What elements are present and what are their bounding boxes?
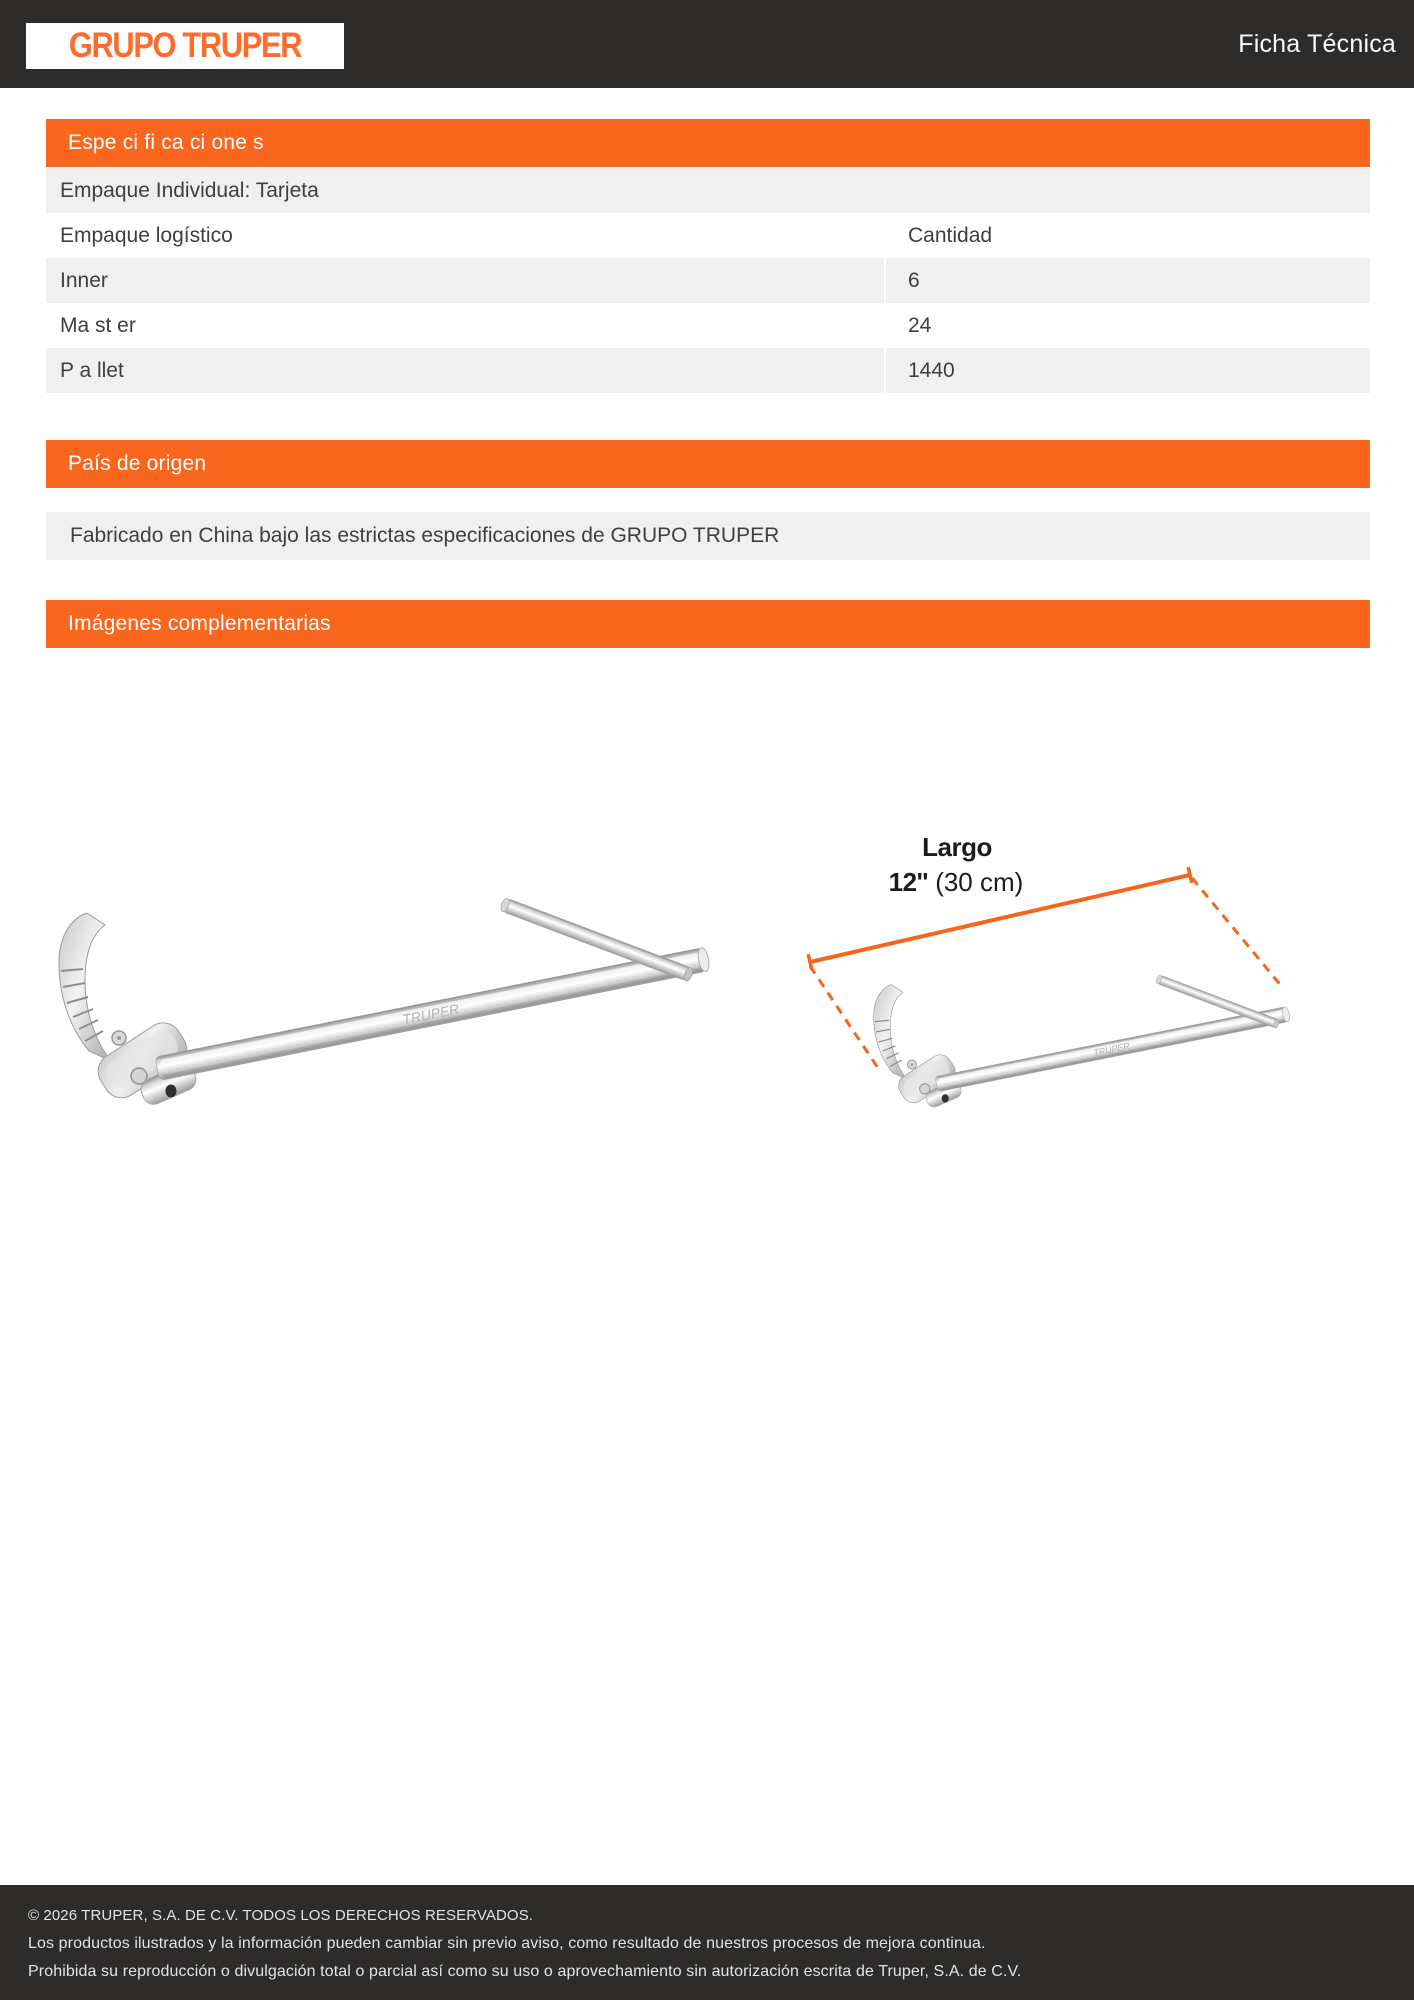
section-header-pais-de-origen: País de origen: [46, 440, 1370, 488]
table-row: [46, 303, 1370, 348]
row-value: 24: [908, 314, 932, 337]
footer: [0, 1885, 1414, 2000]
logo-text: GRUPO TRUPER: [68, 26, 302, 65]
origin-text: Fabricado en China bajo las estrictas especificaciones de GRUPO TRUPER: [46, 512, 1370, 560]
dimension-label: Largo: [922, 832, 992, 862]
brand-logo: [26, 23, 344, 69]
row-label: Empaque Individual: Tarjeta: [60, 179, 319, 202]
column-header-label: Empaque logístico: [60, 224, 233, 247]
section-header-imagenes-complementarias: Imágenes complementarias: [46, 600, 1370, 648]
section-header-especificaciones: Espe ci fi ca ci one s: [46, 119, 1370, 167]
table-header-row: [46, 213, 1370, 258]
column-header-value: Cantidad: [908, 224, 993, 247]
dimension-value: 12'' (30 cm): [888, 867, 1024, 897]
row-empaque-individual: [46, 168, 1370, 213]
footer-copyright: © 2026 TRUPER, S.A. DE C.V. TODOS LOS DERECHOS RESERVADOS.: [28, 1907, 534, 1924]
column-divider: [884, 348, 886, 393]
row-value: 6: [908, 269, 920, 292]
header-bar: [0, 0, 1414, 88]
complementary-images: TRUPER Largo 12'' (30 cm): [40, 820, 1380, 1140]
row-value: 1440: [908, 359, 955, 382]
row-label: P a llet: [60, 359, 124, 382]
row-label: Inner: [60, 269, 108, 292]
footer-disclaimer-1: Los productos ilustrados y la información pueden cambiar sin previo aviso, como resultado de nuestros procesos de mejora continua.: [28, 1935, 986, 1952]
row-label: Ma st er: [60, 314, 136, 337]
table-row: [46, 348, 1370, 393]
page-title: Ficha Técnica: [1238, 29, 1396, 58]
product-image-basin-wrench: [59, 897, 711, 1108]
column-divider: [884, 258, 886, 303]
product-image-basin-wrench-dimensioned: [874, 974, 1291, 1109]
table-row: [46, 258, 1370, 303]
footer-disclaimer-2: Prohibida su reproducción o divulgación total o parcial así como su uso o aprovechamiento sin autorización escrita de Truper, S.A. de C.V.: [28, 1963, 1022, 1980]
